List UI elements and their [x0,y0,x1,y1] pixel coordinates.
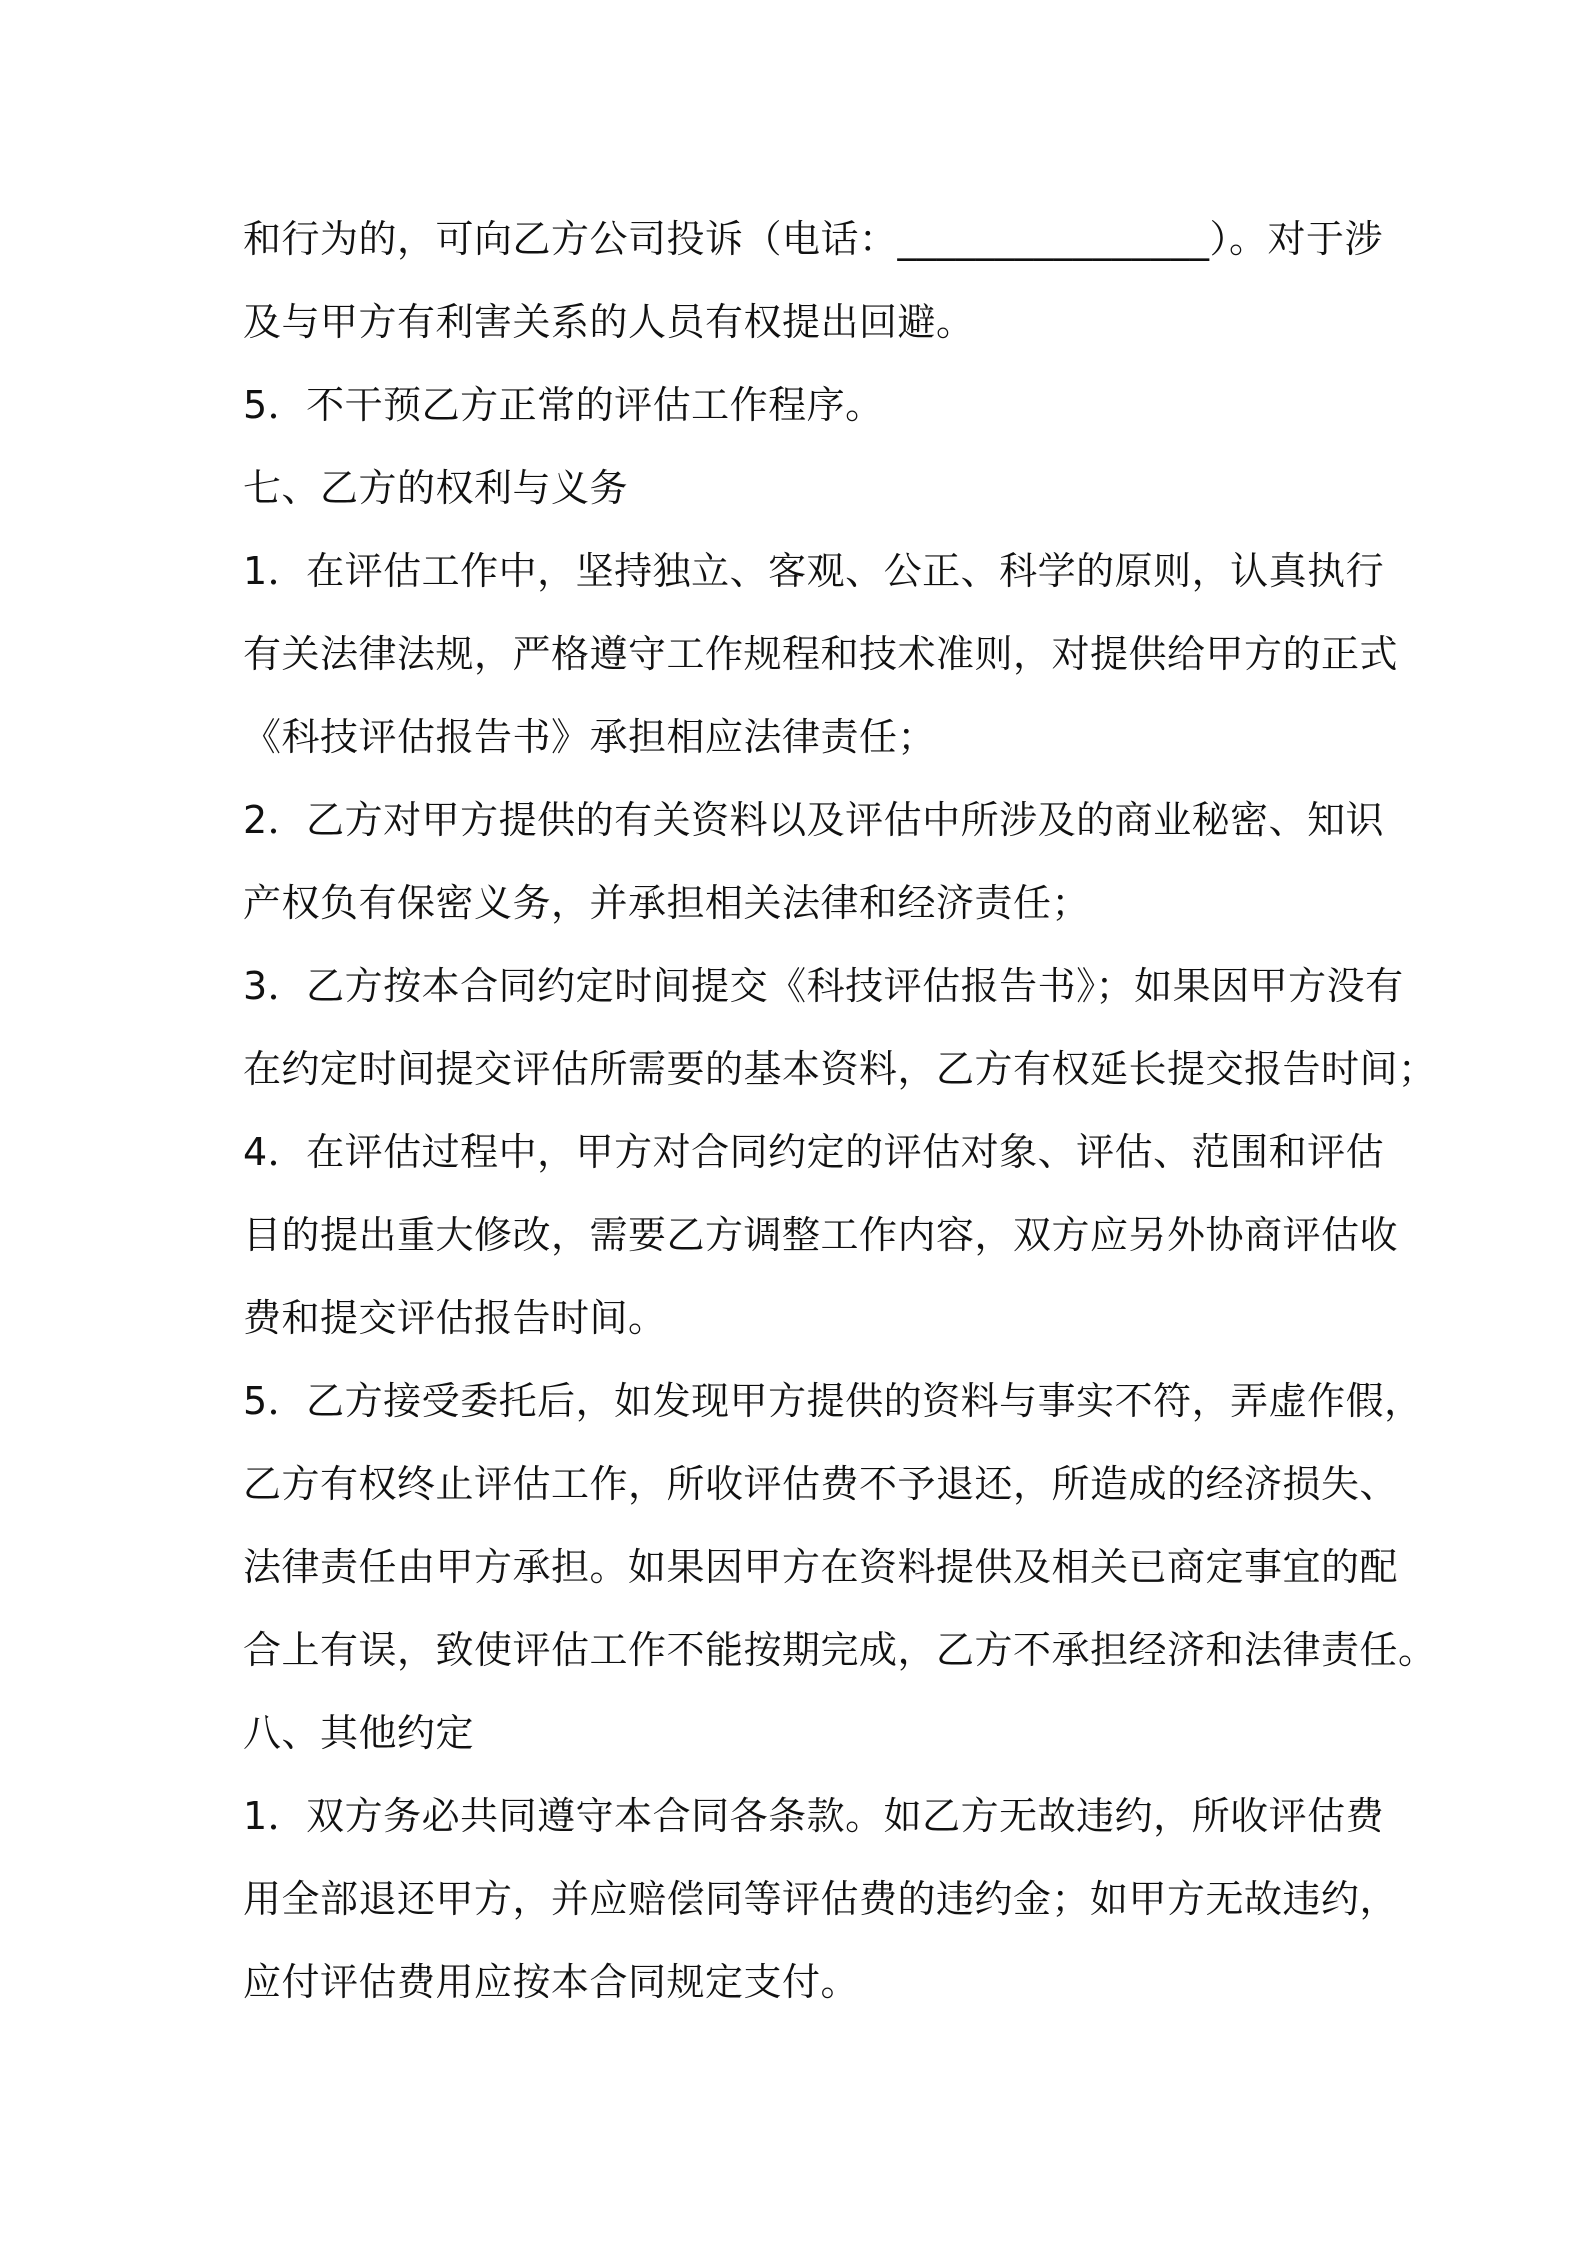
contract-text [243,198,1437,2024]
text-line: 1．双方务必共同遵守本合同各条款。如乙方无故违约，所收评估费 [243,1794,1385,1838]
text-line: 产权负有保密义务，并承担相关法律和经济责任； [243,881,1091,925]
text-line: 5．乙方接受委托后，如发现甲方提供的资料与事实不符，弄虚作假， [243,1379,1423,1423]
text-line: 费和提交评估报告时间。 [243,1296,667,1340]
text-line: 目的提出重大修改，需要乙方调整工作内容，双方应另外协商评估收 [243,1213,1399,1257]
text-line: 4．在评估过程中，甲方对合同约定的评估对象、评估、范围和评估 [243,1130,1385,1174]
text-line: 及与甲方有利害关系的人员有权提出回避。 [243,300,975,344]
text-line: 和行为的，可向乙方公司投诉（电话：________________）。对于涉 [243,217,1384,261]
section-heading: 七、乙方的权利与义务 [243,466,629,510]
text-line: 2．乙方对甲方提供的有关资料以及评估中所涉及的商业秘密、知识 [243,798,1385,842]
text-line: 1．在评估工作中，坚持独立、客观、公正、科学的原则，认真执行 [243,549,1385,593]
text-line: 合上有误，致使评估工作不能按期完成，乙方不承担经济和法律责任。 [243,1628,1437,1672]
section-heading: 八、其他约定 [243,1711,475,1755]
text-line: 法律责任由甲方承担。如果因甲方在资料提供及相关已商定事宜的配 [243,1545,1399,1589]
text-line: 在约定时间提交评估所需要的基本资料，乙方有权延长提交报告时间； [243,1047,1437,1091]
text-line: 用全部退还甲方，并应赔偿同等评估费的违约金；如甲方无故违约， [243,1877,1399,1921]
text-line: 5．不干预乙方正常的评估工作程序。 [243,383,884,427]
text-line: 3．乙方按本合同约定时间提交《科技评估报告书》；如果因甲方没有 [243,964,1404,1008]
text-line: 应付评估费用应按本合同规定支付。 [243,1960,860,2004]
text-line: 乙方有权终止评估工作，所收评估费不予退还，所造成的经济损失、 [243,1462,1399,1506]
text-line: 《科技评估报告书》承担相应法律责任； [243,715,937,759]
text-line: 有关法律法规，严格遵守工作规程和技术准则，对提供给甲方的正式 [243,632,1399,676]
